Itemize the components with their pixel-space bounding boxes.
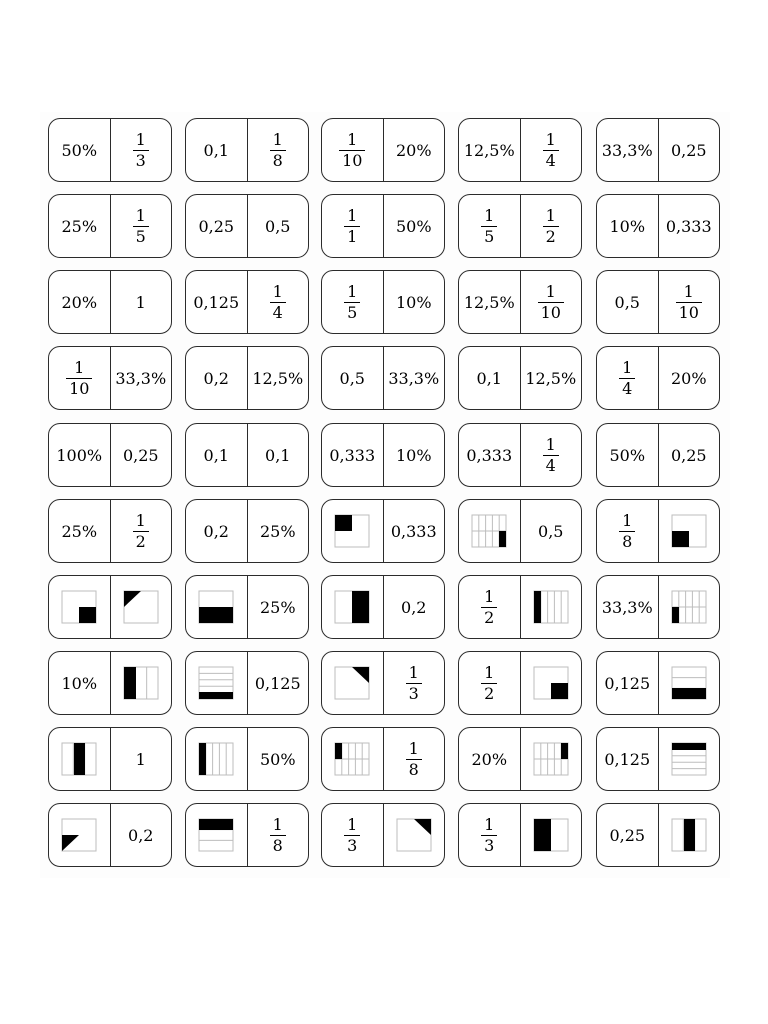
domino-left-half [49, 271, 111, 333]
domino-right-half [384, 119, 445, 181]
fraction-denominator: 10 [69, 378, 90, 398]
domino-value: 20% [61, 292, 98, 312]
fraction-denominator: 4 [545, 150, 556, 170]
fraction-denominator: 2 [484, 607, 495, 627]
domino-left-half [49, 576, 111, 638]
domino-left-half [186, 728, 248, 790]
domino-value: 12,5% [525, 368, 577, 388]
fraction-denominator: 5 [347, 302, 358, 322]
domino-value: 1 [135, 292, 146, 312]
domino-value: 0,125 [254, 673, 301, 693]
fraction-numerator: 1 [408, 662, 419, 682]
domino-left-half [459, 728, 521, 790]
domino-right-half [111, 576, 172, 638]
third-strips-right-shaded-icon [668, 815, 710, 855]
fifth-rows-top-shaded-icon [668, 739, 710, 779]
domino-left-half [186, 804, 248, 866]
fraction-denominator: 3 [484, 835, 495, 855]
domino-card [458, 118, 582, 182]
domino-card [596, 575, 720, 639]
domino-left-half [597, 804, 659, 866]
domino-left-half [597, 728, 659, 790]
fifth-strips-left-shaded-icon [195, 739, 237, 779]
domino-right-half [521, 652, 582, 714]
fraction [344, 281, 360, 322]
fraction-denominator: 5 [484, 226, 495, 246]
domino-right-half [248, 347, 309, 409]
domino-card [48, 499, 172, 563]
domino-card [185, 346, 309, 410]
domino-left-half [459, 804, 521, 866]
domino-left-half [322, 424, 384, 486]
domino-right-half [111, 424, 172, 486]
domino-right-half [111, 728, 172, 790]
fraction-numerator: 1 [484, 814, 495, 834]
domino-value: 0,1 [476, 368, 502, 388]
domino-right-half [384, 195, 445, 257]
fraction [543, 434, 559, 475]
fraction-denominator: 8 [272, 835, 283, 855]
domino-value: 25% [259, 597, 296, 617]
fraction [406, 738, 422, 779]
domino-left-half [322, 804, 384, 866]
domino-card [48, 651, 172, 715]
domino-card [458, 423, 582, 487]
domino-right-half [521, 500, 582, 562]
domino-right-half [384, 652, 445, 714]
domino-card [596, 118, 720, 182]
domino-value: 10% [395, 445, 432, 465]
domino-value: 0,125 [193, 292, 240, 312]
domino-left-half [186, 576, 248, 638]
fraction [406, 662, 422, 703]
domino-card [185, 727, 309, 791]
domino-right-half [659, 347, 720, 409]
domino-left-half [597, 271, 659, 333]
domino-right-half [248, 424, 309, 486]
domino-right-half [521, 195, 582, 257]
domino-right-half [111, 804, 172, 866]
fraction-numerator: 1 [272, 281, 283, 301]
domino-card [185, 118, 309, 182]
domino-value: 10% [609, 216, 646, 236]
fraction [481, 814, 497, 855]
fraction [543, 205, 559, 246]
domino-card [185, 651, 309, 715]
domino-right-half [248, 728, 309, 790]
domino-right-half [521, 424, 582, 486]
domino-value: 0,1 [203, 445, 229, 465]
domino-right-half [384, 347, 445, 409]
domino-right-half [521, 728, 582, 790]
domino-card [48, 803, 172, 867]
fraction [133, 129, 149, 170]
fraction [538, 281, 564, 322]
quarter-square-bottom-right-icon [530, 663, 572, 703]
domino-right-half [248, 804, 309, 866]
domino-card [185, 423, 309, 487]
domino-card [596, 270, 720, 334]
domino-value: 0,25 [670, 445, 707, 465]
fraction [543, 129, 559, 170]
domino-card [321, 803, 445, 867]
domino-left-half [322, 195, 384, 257]
domino-left-half [597, 347, 659, 409]
domino-value: 12,5% [463, 140, 515, 160]
domino-card [596, 803, 720, 867]
fraction-denominator: 3 [408, 683, 419, 703]
tenth-grid-top-right-shaded-icon [530, 739, 572, 779]
domino-right-half [248, 500, 309, 562]
domino-left-half [597, 195, 659, 257]
domino-left-half [186, 424, 248, 486]
domino-right-half [248, 652, 309, 714]
domino-value: 0,25 [122, 445, 159, 465]
fraction-numerator: 1 [347, 129, 358, 149]
domino-card [458, 575, 582, 639]
fraction-numerator: 1 [347, 814, 358, 834]
domino-value: 25% [61, 216, 98, 236]
domino-left-half [459, 119, 521, 181]
domino-left-half [322, 652, 384, 714]
domino-card [321, 499, 445, 563]
fraction-numerator: 1 [74, 357, 85, 377]
fraction-numerator: 1 [484, 205, 495, 225]
domino-value: 0,333 [390, 521, 437, 541]
fraction-numerator: 1 [545, 129, 556, 149]
fraction [270, 814, 286, 855]
domino-value: 0,5 [339, 368, 365, 388]
domino-value: 0,25 [198, 216, 235, 236]
domino-right-half [248, 119, 309, 181]
domino-value: 0,2 [203, 521, 229, 541]
domino-value: 33,3% [601, 140, 653, 160]
fraction-denominator: 3 [135, 150, 146, 170]
fraction-denominator: 3 [347, 835, 358, 855]
domino-card [596, 423, 720, 487]
domino-card [321, 270, 445, 334]
fraction [481, 586, 497, 627]
domino-card [596, 499, 720, 563]
fraction [481, 205, 497, 246]
eighth-triangle-top-right-icon [393, 815, 435, 855]
domino-left-half [597, 576, 659, 638]
domino-card [321, 423, 445, 487]
fifth-strips-one-shaded-icon [530, 587, 572, 627]
domino-card [48, 270, 172, 334]
domino-value: 10% [395, 292, 432, 312]
domino-right-half [111, 500, 172, 562]
domino-value: 0,125 [604, 749, 651, 769]
domino-right-half [384, 500, 445, 562]
domino-card [48, 727, 172, 791]
domino-left-half [459, 347, 521, 409]
domino-right-half [384, 424, 445, 486]
domino-value: 0,125 [604, 673, 651, 693]
domino-left-half [459, 500, 521, 562]
domino-card [48, 194, 172, 258]
domino-right-half [111, 271, 172, 333]
domino-value: 0,5 [538, 521, 564, 541]
fraction [270, 129, 286, 170]
fraction-numerator: 1 [135, 510, 146, 530]
fraction [619, 357, 635, 398]
quarter-square-top-left-icon [331, 511, 373, 551]
third-rows-top-shaded-icon [195, 815, 237, 855]
fraction-numerator: 1 [622, 357, 633, 377]
fraction-denominator: 4 [622, 378, 633, 398]
domino-left-half [186, 500, 248, 562]
domino-sheet [40, 112, 730, 878]
half-square-right-icon [331, 587, 373, 627]
domino-left-half [459, 652, 521, 714]
tenth-grid-top-left-shaded-icon [331, 739, 373, 779]
domino-card [458, 499, 582, 563]
half-square-bottom-icon [195, 587, 237, 627]
domino-right-half [659, 804, 720, 866]
domino-card [596, 651, 720, 715]
domino-left-half [186, 119, 248, 181]
fraction-numerator: 1 [347, 281, 358, 301]
fraction-denominator: 10 [540, 302, 561, 322]
tenth-grid-one-shaded-left-icon [668, 587, 710, 627]
fraction-numerator: 1 [135, 205, 146, 225]
domino-left-half [459, 195, 521, 257]
domino-value: 1 [135, 749, 146, 769]
domino-right-half [659, 576, 720, 638]
domino-right-half [659, 195, 720, 257]
fraction-numerator: 1 [545, 205, 556, 225]
eighth-triangle-bottom-left-icon [58, 815, 100, 855]
domino-left-half [322, 347, 384, 409]
domino-left-half [322, 271, 384, 333]
fraction-numerator: 1 [408, 738, 419, 758]
domino-card [321, 575, 445, 639]
domino-left-half [186, 271, 248, 333]
domino-value: 33,3% [601, 597, 653, 617]
domino-left-half [459, 271, 521, 333]
third-strips-right-shaded-icon [58, 739, 100, 779]
domino-card [185, 803, 309, 867]
domino-value: 0,5 [614, 292, 640, 312]
domino-value: 0,333 [466, 445, 513, 465]
domino-card [596, 346, 720, 410]
domino-value: 100% [56, 445, 103, 465]
domino-value: 0,2 [203, 368, 229, 388]
fraction [344, 814, 360, 855]
fraction [66, 357, 92, 398]
domino-value: 12,5% [463, 292, 515, 312]
fraction [619, 510, 635, 551]
fraction [133, 510, 149, 551]
domino-right-half [659, 271, 720, 333]
domino-value: 25% [61, 521, 98, 541]
domino-card [458, 651, 582, 715]
domino-left-half [459, 424, 521, 486]
domino-card [321, 651, 445, 715]
domino-right-half [659, 119, 720, 181]
third-strips-one-shaded-icon [120, 663, 162, 703]
fraction-numerator: 1 [272, 814, 283, 834]
quarter-square-bottom-right-icon [58, 587, 100, 627]
fraction-denominator: 4 [272, 302, 283, 322]
domino-left-half [186, 195, 248, 257]
domino-right-half [111, 347, 172, 409]
domino-value: 0,2 [128, 825, 154, 845]
domino-card [48, 423, 172, 487]
fraction-denominator: 5 [135, 226, 146, 246]
domino-left-half [49, 804, 111, 866]
domino-left-half [49, 424, 111, 486]
domino-value: 0,25 [670, 140, 707, 160]
fraction-denominator: 1 [347, 226, 358, 246]
fifth-rows-bottom-shaded-icon [195, 663, 237, 703]
domino-card [458, 803, 582, 867]
fraction [270, 281, 286, 322]
domino-right-half [111, 195, 172, 257]
domino-card [321, 194, 445, 258]
fraction-denominator: 2 [545, 226, 556, 246]
fraction-denominator: 8 [272, 150, 283, 170]
domino-value: 33,3% [115, 368, 167, 388]
domino-value: 50% [395, 216, 432, 236]
domino-right-half [111, 119, 172, 181]
fraction [344, 205, 360, 246]
fraction [133, 205, 149, 246]
domino-right-half [384, 804, 445, 866]
domino-left-half [49, 652, 111, 714]
domino-left-half [49, 347, 111, 409]
domino-value: 0,1 [203, 140, 229, 160]
domino-right-half [521, 119, 582, 181]
domino-value: 0,2 [401, 597, 427, 617]
domino-right-half [384, 728, 445, 790]
third-rows-bottom-shaded-icon [668, 663, 710, 703]
domino-right-half [248, 576, 309, 638]
domino-value: 50% [61, 140, 98, 160]
domino-right-half [521, 347, 582, 409]
fraction [339, 129, 365, 170]
domino-left-half [49, 195, 111, 257]
fraction-denominator: 8 [622, 531, 633, 551]
domino-left-half [49, 119, 111, 181]
domino-card [458, 194, 582, 258]
domino-left-half [597, 652, 659, 714]
quarter-square-bottom-left-icon [668, 511, 710, 551]
fraction-numerator: 1 [272, 129, 283, 149]
tenth-grid-one-shaded-icon [468, 511, 510, 551]
domino-left-half [597, 424, 659, 486]
domino-card [596, 194, 720, 258]
domino-value: 10% [61, 673, 98, 693]
domino-left-half [186, 652, 248, 714]
domino-card [185, 270, 309, 334]
fraction-denominator: 10 [678, 302, 699, 322]
fraction-numerator: 1 [545, 434, 556, 454]
domino-right-half [521, 576, 582, 638]
fraction-numerator: 1 [484, 586, 495, 606]
domino-left-half [597, 500, 659, 562]
fraction-numerator: 1 [622, 510, 633, 530]
fraction [481, 662, 497, 703]
domino-left-half [49, 728, 111, 790]
domino-right-half [111, 652, 172, 714]
domino-value: 0,333 [665, 216, 712, 236]
domino-card [458, 346, 582, 410]
domino-right-half [521, 271, 582, 333]
domino-card [321, 346, 445, 410]
domino-left-half [322, 119, 384, 181]
fraction-numerator: 1 [347, 205, 358, 225]
domino-right-half [384, 576, 445, 638]
domino-card [458, 727, 582, 791]
domino-card [321, 727, 445, 791]
domino-value: 20% [395, 140, 432, 160]
domino-card [321, 118, 445, 182]
domino-left-half [322, 576, 384, 638]
domino-value: 50% [609, 445, 646, 465]
domino-right-half [659, 728, 720, 790]
domino-right-half [659, 500, 720, 562]
domino-left-half [322, 728, 384, 790]
domino-left-half [597, 119, 659, 181]
domino-value: 20% [670, 368, 707, 388]
fraction-numerator: 1 [683, 281, 694, 301]
fraction-numerator: 1 [135, 129, 146, 149]
domino-card [48, 118, 172, 182]
fraction-numerator: 1 [484, 662, 495, 682]
eighth-triangle-top-right-icon [331, 663, 373, 703]
domino-value: 25% [259, 521, 296, 541]
fraction-denominator: 2 [484, 683, 495, 703]
domino-right-half [248, 195, 309, 257]
fraction-numerator: 1 [545, 281, 556, 301]
domino-value: 0,333 [329, 445, 376, 465]
domino-value: 12,5% [252, 368, 304, 388]
domino-right-half [248, 271, 309, 333]
domino-card [185, 499, 309, 563]
domino-left-half [322, 500, 384, 562]
fraction-denominator: 4 [545, 455, 556, 475]
domino-value: 0,25 [609, 825, 646, 845]
fraction-denominator: 8 [408, 759, 419, 779]
domino-value: 0,5 [265, 216, 291, 236]
domino-right-half [659, 424, 720, 486]
domino-value: 20% [471, 749, 508, 769]
fraction-denominator: 10 [342, 150, 363, 170]
domino-left-half [49, 500, 111, 562]
domino-value: 33,3% [388, 368, 440, 388]
domino-right-half [659, 652, 720, 714]
domino-right-half [384, 271, 445, 333]
fraction-denominator: 2 [135, 531, 146, 551]
domino-card [185, 194, 309, 258]
domino-card [48, 346, 172, 410]
domino-right-half [521, 804, 582, 866]
domino-card [458, 270, 582, 334]
domino-left-half [459, 576, 521, 638]
domino-card [596, 727, 720, 791]
domino-value: 0,1 [265, 445, 291, 465]
domino-card [185, 575, 309, 639]
eighth-triangle-top-left-icon [120, 587, 162, 627]
half-square-left-icon [530, 815, 572, 855]
fraction [676, 281, 702, 322]
domino-value: 50% [259, 749, 296, 769]
domino-left-half [186, 347, 248, 409]
domino-card [48, 575, 172, 639]
